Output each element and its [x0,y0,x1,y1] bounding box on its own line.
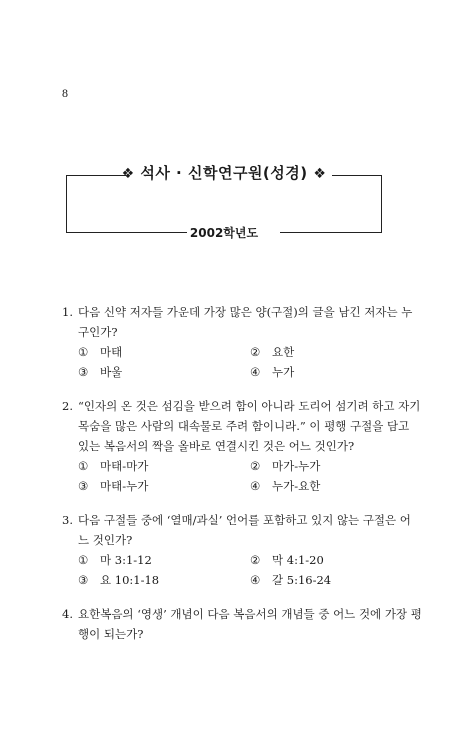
diamond-ornament-icon: ❖ [313,166,327,182]
answer-option[interactable] [250,476,422,496]
option-text: 마태-마가 [100,459,149,473]
answer-option[interactable] [78,342,250,362]
section-title-box [66,160,382,240]
option-text: 마가-누가 [272,459,321,473]
option-marker: ② [250,553,261,567]
option-marker: ① [78,345,89,359]
answer-options [78,550,422,590]
question-stem [62,396,422,456]
answer-option[interactable] [250,550,422,570]
option-text: 바울 [100,365,123,379]
option-marker: ③ [78,365,89,379]
option-text: 마태-누가 [100,479,149,493]
question-item [62,396,422,496]
option-marker: ③ [78,573,89,587]
diamond-ornament-icon: ❖ [121,166,135,182]
answer-option[interactable] [78,476,250,496]
question-number: 1. [62,305,73,319]
question-number: 4. [62,607,73,621]
question-item [62,604,422,644]
answer-option[interactable] [78,362,250,382]
answer-options [78,342,422,382]
year-label [66,224,382,241]
option-text: 막 4:1-20 [272,553,324,567]
question-text: 요한복음의 ‘영생’ 개념이 다음 복음서의 개념들 중 어느 것에 가장 평행이 되는가? [78,607,422,641]
option-text: 누가 [272,365,295,379]
section-title-text: 석사 · 신학연구원(성경) [140,164,308,182]
option-text: 갈 5:16-24 [272,573,332,587]
question-text: 다음 신약 저자들 가운데 가장 많은 양(구절)의 글을 남긴 저자는 누구인가? [78,305,413,339]
question-item [62,302,422,382]
option-text: 요한 [272,345,295,359]
question-stem [62,510,422,550]
question-stem [62,604,422,644]
answer-option[interactable] [250,342,422,362]
option-text: 마태 [100,345,123,359]
option-marker: ② [250,345,261,359]
option-marker: ① [78,553,89,567]
option-marker: ④ [250,573,261,587]
option-marker: ④ [250,365,261,379]
option-marker: ② [250,459,261,473]
option-text: 마 3:1-12 [100,553,152,567]
question-text: 다음 구절들 중에 ‘열매/과실’ 언어를 포함하고 있지 않는 구절은 어느 것인가? [78,513,411,547]
answer-options [78,456,422,496]
question-text: “인자의 온 것은 섬김을 받으려 함이 아니라 도리어 섬기려 하고 자기 목숨을 많은 사람의 대속물로 주려 함이니라.” 이 평행 구절을 담고 있는 복음서의 짝을 올바로 연결시킨 것은 어느 것인가? [78,399,421,453]
option-marker: ④ [250,479,261,493]
question-number: 3. [62,513,73,527]
option-marker: ③ [78,479,89,493]
page-number: 8 [62,86,68,100]
answer-option[interactable] [78,456,250,476]
question-stem [62,302,422,342]
question-number: 2. [62,399,73,413]
option-text: 요 10:1-18 [100,573,160,587]
answer-option[interactable] [250,456,422,476]
question-list [62,302,422,658]
answer-option[interactable] [78,550,250,570]
year-label-text: 2002학년도 [187,226,261,240]
answer-option[interactable] [250,362,422,382]
section-title [66,162,382,183]
answer-option[interactable] [250,570,422,590]
answer-option[interactable] [78,570,250,590]
question-item [62,510,422,590]
option-text: 누가-요한 [272,479,321,493]
option-marker: ① [78,459,89,473]
